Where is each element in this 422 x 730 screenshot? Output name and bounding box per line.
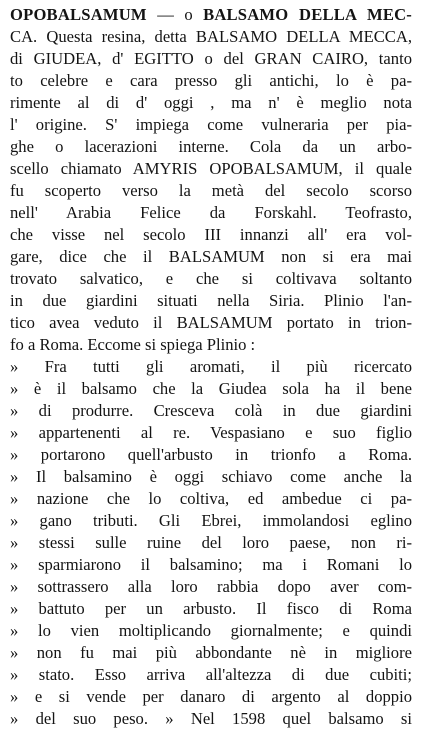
text-line-1: OPOBALSAMUM — o BALSAMO DELLA MEC- — [10, 5, 412, 24]
text-line-30: » non fu mai più abbondante nè in migliore — [10, 643, 412, 662]
text-line-28: » battuto per un arbusto. Il fisco di Roma — [10, 599, 412, 618]
text-line-22: » Il balsamino è oggi schiavo come anche la — [10, 467, 412, 486]
text-line-8: scello chiamato AMYRIS OPOBALSAMUM, il quale — [10, 159, 412, 178]
text-line-2: CA. Questa resina, detta BALSAMO DELLA MECCA, — [10, 27, 412, 46]
text-line-32: » e si vende per danaro di argento al doppio — [10, 687, 412, 706]
text-line-5: rimente al di d' oggi , ma n' è meglio nota — [10, 93, 412, 112]
text-line-15: tico avea veduto il BALSAMUM portato in trion- — [10, 313, 412, 332]
text-line-24: » gano tributi. Gli Ebrei, immolandosi eglino — [10, 511, 412, 530]
text-line-6: l' origine. S' impiega come vulneraria per pia- — [10, 115, 412, 134]
text-line-21: » portarono quell'arbusto in trionfo a Roma. — [10, 445, 412, 464]
text-line-19: » di produrre. Cresceva colà in due giardini — [10, 401, 412, 420]
text-line-16: fo a Roma. Eccome si spiega Plinio : — [10, 335, 256, 354]
text-line-20: » appartenenti al re. Vespasiano e suo figlio — [10, 423, 412, 442]
text-line-18: » è il balsamo che la Giudea sola ha il bene — [10, 379, 412, 398]
text-line-7: ghe o lacerazioni interne. Cola da un arbo- — [10, 137, 412, 156]
text-line-4: to celebre e cara presso gli antichi, lo è pa- — [10, 71, 412, 90]
text-line-25: » stessi sulle ruine del loro paese, non ri- — [10, 533, 412, 552]
text-line-12: gare, dice che il BALSAMUM non si era mai — [10, 247, 412, 266]
text-line-33: » del suo peso. » Nel 1598 quel balsamo si — [10, 709, 412, 728]
text-line-31: » stato. Esso arriva all'altezza di due cubiti; — [10, 665, 412, 684]
text-line-11: che visse nel secolo III innanzi all' era vol- — [10, 225, 412, 244]
text-line-26: » sparmiarono il balsamino; ma i Romani lo — [10, 555, 412, 574]
text-line-17: » Fra tutti gli aromati, il più ricercato — [10, 357, 412, 376]
text-line-13: trovato salvatico, e che si coltivava soltanto — [10, 269, 412, 288]
text-line-14: in due giardini situati nella Siria. Plinio l'an- — [10, 291, 412, 310]
text-line-9: fu scoperto verso la metà del secolo scorso — [10, 181, 412, 200]
text-line-27: » sottrassero alla loro rabbia dopo aver com- — [10, 577, 412, 596]
text-line-10: nell' Arabia Felice da Forskahl. Teofrasto, — [10, 203, 412, 222]
text-line-23: » nazione che lo coltiva, ed ambedue ci pa- — [10, 489, 412, 508]
text-line-3: di GIUDEA, d' EGITTO o del GRAN CAIRO, tanto — [10, 49, 412, 68]
text-line-29: » lo vien moltiplicando giornalmente; e quindi — [10, 621, 412, 640]
